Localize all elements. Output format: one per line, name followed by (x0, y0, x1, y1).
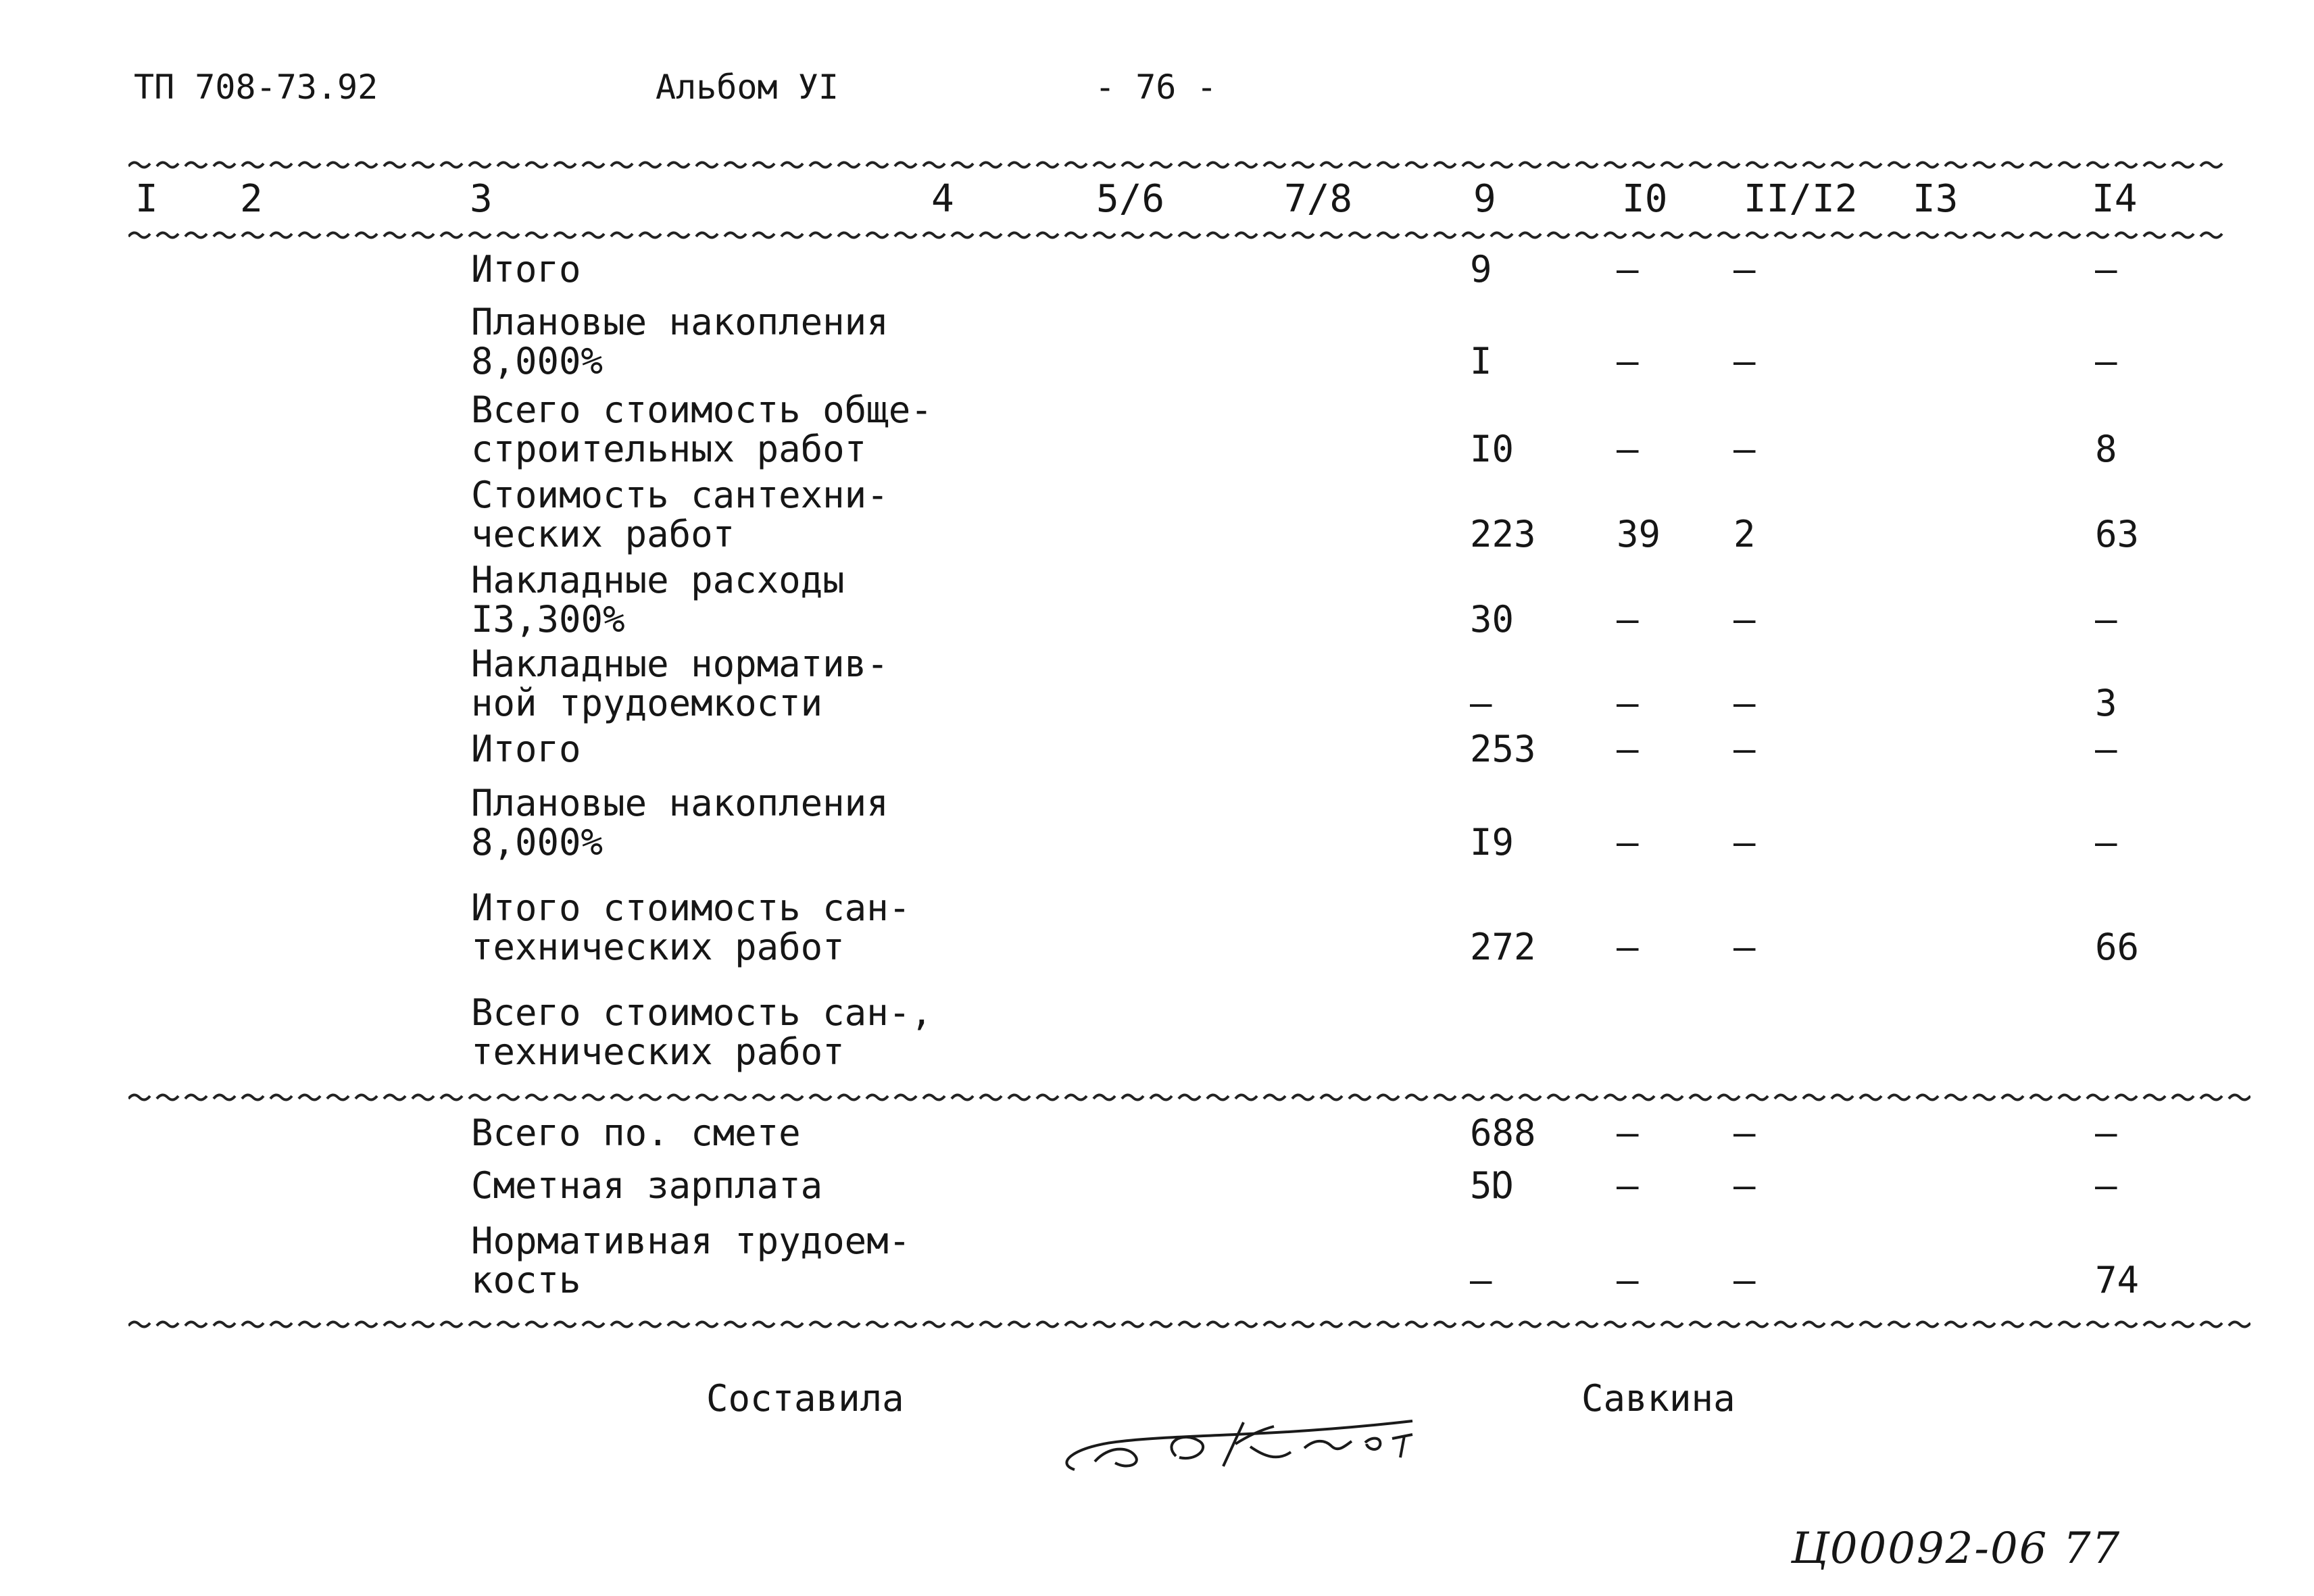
cell-col11-12: – (1733, 1164, 1756, 1207)
row-label: Итого (471, 248, 581, 291)
document-code: ТП 708-73.92 (134, 68, 378, 107)
column-heading: I0 (1622, 177, 1668, 221)
row-label: Плановые накопления 8,000% (471, 301, 889, 382)
cell-col9: I9 (1470, 821, 1515, 864)
cell-col14: 66 (2095, 926, 2140, 968)
column-heading: I (135, 177, 158, 221)
cell-col14: 74 (2095, 1259, 2140, 1301)
cell-col10: – (1617, 248, 1639, 291)
handwritten-signature (1048, 1382, 1426, 1483)
cell-col10: – (1617, 1164, 1639, 1207)
row-label: Итого стоимость сан- технических работ (471, 887, 911, 968)
cell-col10: – (1617, 340, 1639, 382)
cell-col11-12: – (1733, 598, 1756, 641)
column-heading: 3 (470, 177, 493, 221)
cell-col11-12: – (1733, 248, 1756, 291)
table-top-rule (128, 157, 2223, 173)
cell-col9: 9 (1470, 248, 1492, 291)
cell-col11-12: – (1733, 821, 1756, 864)
cell-col11-12: 2 (1733, 513, 1756, 555)
cell-col11-12: – (1733, 728, 1756, 770)
cell-col10: – (1617, 598, 1639, 641)
row-label: Итого (471, 728, 581, 770)
cell-col14: – (2095, 1164, 2117, 1207)
cell-col11-12: – (1733, 340, 1756, 382)
column-heading: 2 (240, 177, 263, 221)
cell-col9: I (1470, 340, 1492, 382)
column-heading: 7/8 (1284, 177, 1353, 221)
row-label: Накладные норматив- ной трудоемкости (471, 643, 889, 724)
cell-col14: – (2095, 1112, 2117, 1154)
cell-col10: – (1617, 821, 1639, 864)
cell-col14: 63 (2095, 513, 2140, 555)
compiled-by-label: Составила (706, 1377, 904, 1420)
cell-col11-12: – (1733, 1112, 1756, 1154)
row-label: Всего стоимость обще- строительных работ (471, 389, 933, 470)
row-label: Стоимость сантехни- ческих работ (471, 474, 889, 555)
cell-col10: – (1617, 428, 1639, 470)
totals-divider-rule (128, 1089, 2250, 1105)
row-label: Сметная зарплата (471, 1164, 823, 1207)
cell-col11-12: – (1733, 1259, 1756, 1301)
cell-col14: – (2095, 598, 2117, 641)
row-label: Накладные расходы I3,300% (471, 559, 845, 641)
column-heading: 4 (931, 177, 954, 221)
cell-col14: – (2095, 728, 2117, 770)
page-number: - 76 - (1095, 68, 1217, 107)
cell-col11-12: – (1733, 926, 1756, 968)
album-label: Альбом УI (656, 68, 839, 107)
cell-col10: 39 (1617, 513, 1661, 555)
cell-col9: 253 (1470, 728, 1536, 770)
cell-col9: 5Ɒ (1470, 1164, 1515, 1207)
cell-col14: – (2095, 821, 2117, 864)
compiler-name: Савкина (1581, 1377, 1736, 1420)
cell-col9: 30 (1470, 598, 1515, 641)
cell-col14: 3 (2095, 682, 2117, 724)
table-bottom-rule (128, 1316, 2250, 1332)
row-label: Нормативная трудоем- кость (471, 1220, 911, 1301)
column-heading: I3 (1913, 177, 1959, 221)
column-heading: 5/6 (1096, 177, 1165, 221)
archive-stamp-number: Ц00092-06 77 (1791, 1524, 2121, 1574)
cell-col9: – (1470, 682, 1492, 724)
cell-col11-12: – (1733, 428, 1756, 470)
cell-col14: – (2095, 340, 2117, 382)
cell-col10: – (1617, 682, 1639, 724)
cell-col9: 688 (1470, 1112, 1536, 1154)
cell-col14: 8 (2095, 428, 2117, 470)
cell-col10: – (1617, 1112, 1639, 1154)
cell-col9: – (1470, 1259, 1492, 1301)
column-heading: II/I2 (1744, 177, 1858, 221)
row-label: Всего стоимость сан-, технических работ (471, 991, 933, 1073)
cell-col10: – (1617, 1259, 1639, 1301)
cell-col14: – (2095, 248, 2117, 291)
cell-col10: – (1617, 926, 1639, 968)
cell-col11-12: – (1733, 682, 1756, 724)
row-label: Всего по. смете (471, 1112, 801, 1154)
cell-col9: 223 (1470, 513, 1536, 555)
row-label: Плановые накопления 8,000% (471, 782, 889, 864)
column-heading: I4 (2092, 177, 2138, 221)
cell-col10: – (1617, 728, 1639, 770)
table-header-rule (128, 227, 2223, 243)
column-heading: 9 (1473, 177, 1496, 221)
cell-col9: I0 (1470, 428, 1515, 470)
cell-col9: 272 (1470, 926, 1536, 968)
